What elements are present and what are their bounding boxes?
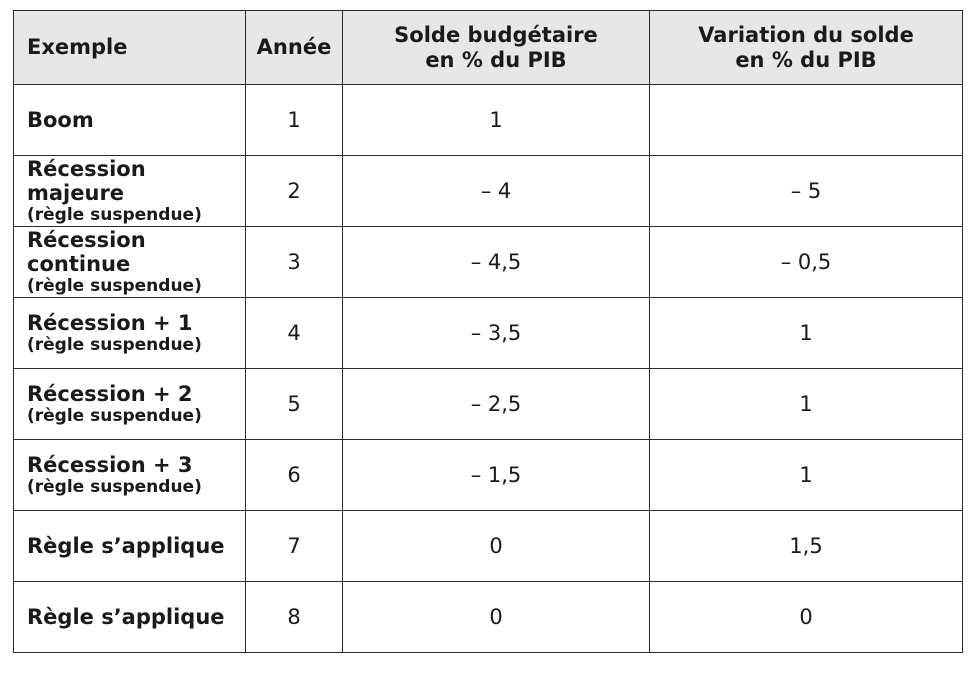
- row-note: (règle suspendue): [27, 476, 202, 497]
- solde-cell: – 4,5: [343, 227, 650, 298]
- row-label: Récession continue: [27, 227, 146, 276]
- header-annee: Année: [246, 11, 343, 85]
- solde-cell: 0: [343, 511, 650, 582]
- row-label-cell: [14, 227, 246, 298]
- annee-cell: 8: [246, 582, 343, 653]
- annee-cell: 7: [246, 511, 343, 582]
- row-note: (règle suspendue): [27, 334, 202, 355]
- row-label: Récession + 1: [27, 310, 193, 335]
- header-variation: [650, 11, 963, 85]
- row-label: Récession + 2: [27, 381, 193, 406]
- row-label: Règle s’applique: [27, 604, 225, 629]
- solde-cell: – 2,5: [343, 369, 650, 440]
- row-label-cell: [14, 156, 246, 227]
- header-solde-line2: en % du PIB: [425, 47, 567, 72]
- table-row: [14, 85, 963, 156]
- header-variation-line2: en % du PIB: [735, 47, 877, 72]
- solde-cell: 0: [343, 582, 650, 653]
- table-row: [14, 511, 963, 582]
- row-label-cell: [14, 85, 246, 156]
- annee-cell: 3: [246, 227, 343, 298]
- annee-cell: 6: [246, 440, 343, 511]
- variation-cell: 1,5: [650, 511, 963, 582]
- annee-cell: 2: [246, 156, 343, 227]
- variation-cell: [650, 85, 963, 156]
- variation-cell: 0: [650, 582, 963, 653]
- row-label-cell: [14, 582, 246, 653]
- row-note: (règle suspendue): [27, 204, 202, 225]
- table-row: [14, 227, 963, 298]
- header-variation-line1: Variation du solde: [698, 23, 914, 48]
- header-solde: [343, 11, 650, 85]
- row-label: Récession + 3: [27, 452, 193, 477]
- row-label-cell: [14, 440, 246, 511]
- annee-cell: 4: [246, 298, 343, 369]
- table-row: [14, 156, 963, 227]
- header-exemple: Exemple: [14, 11, 246, 85]
- row-note: (règle suspendue): [27, 405, 202, 426]
- table-row: [14, 369, 963, 440]
- solde-cell: – 1,5: [343, 440, 650, 511]
- row-label-cell: [14, 298, 246, 369]
- variation-cell: 1: [650, 369, 963, 440]
- variation-cell: 1: [650, 298, 963, 369]
- header-row: [14, 11, 963, 85]
- row-label: Récession majeure: [27, 156, 146, 205]
- annee-cell: 5: [246, 369, 343, 440]
- table-row: [14, 440, 963, 511]
- variation-cell: – 0,5: [650, 227, 963, 298]
- variation-cell: – 5: [650, 156, 963, 227]
- row-label-cell: [14, 369, 246, 440]
- annee-cell: 1: [246, 85, 343, 156]
- row-label-cell: [14, 511, 246, 582]
- row-label: Boom: [27, 107, 94, 132]
- solde-cell: 1: [343, 85, 650, 156]
- row-label: Règle s’applique: [27, 533, 225, 558]
- row-note: (règle suspendue): [27, 275, 202, 296]
- variation-cell: 1: [650, 440, 963, 511]
- table-row: [14, 298, 963, 369]
- table-row: [14, 582, 963, 653]
- budget-rule-table: [13, 10, 963, 653]
- solde-cell: – 4: [343, 156, 650, 227]
- header-solde-line1: Solde budgétaire: [394, 23, 598, 48]
- solde-cell: – 3,5: [343, 298, 650, 369]
